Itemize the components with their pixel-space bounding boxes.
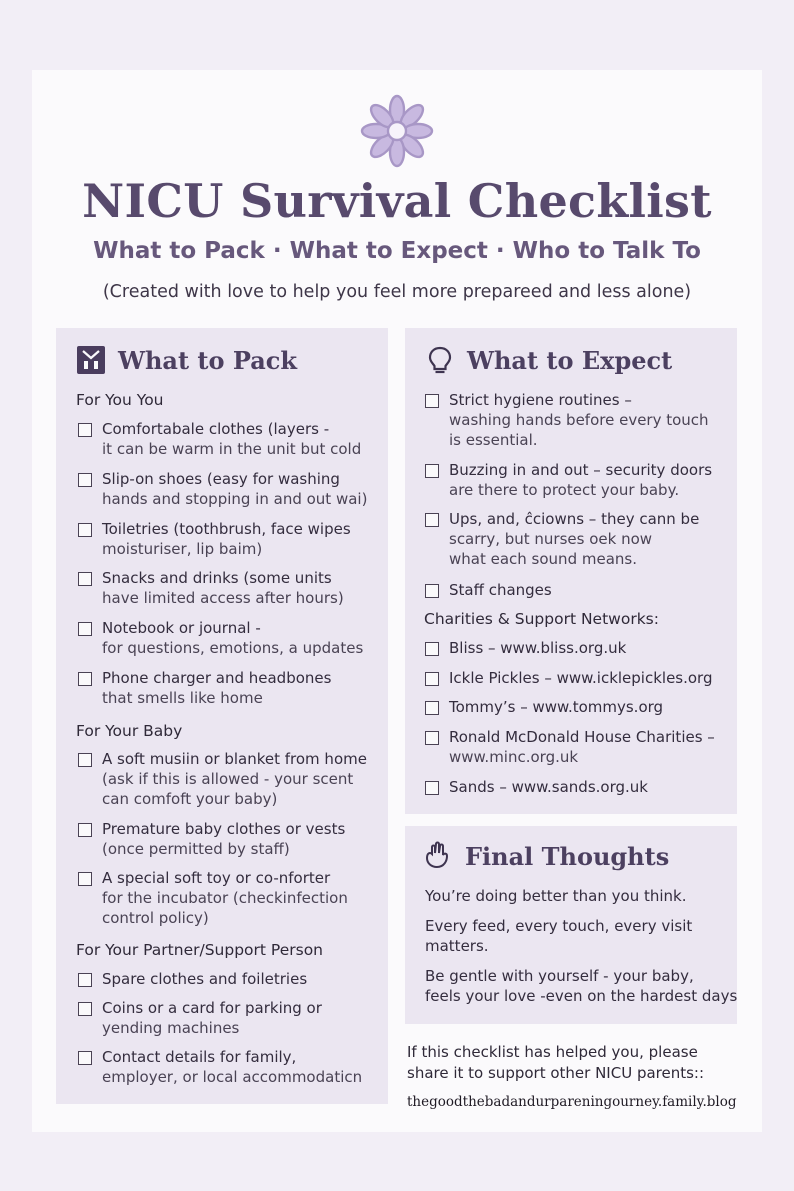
item-text: Buzzing in and out – security doors: [449, 461, 713, 479]
item-text: for the incubator (checkinfection: [102, 889, 348, 907]
flower-icon: [360, 94, 434, 168]
item-text: A soft musiin or blanket from home: [102, 750, 367, 768]
item-text: is essential.: [449, 431, 538, 449]
item-text: Snacks and drinks (some units: [102, 569, 332, 587]
checkbox[interactable]: [425, 672, 439, 686]
item-text: it can be warm in the unit but cold: [102, 440, 362, 458]
item-text: (ask if this is allowed - your scent: [102, 770, 354, 788]
thoughts-text: feels your love -even on the hardest days: [425, 987, 738, 1005]
item-text: Spare clothes and foiletries: [102, 970, 308, 988]
item-text: (once permitted by staff): [102, 840, 290, 858]
item-text: employer, or local accommodaticn: [102, 1068, 363, 1086]
item-text: Premature baby clothes or vests: [102, 820, 346, 838]
charity-item[interactable]: [425, 777, 648, 797]
item-text: yending machines: [102, 1019, 240, 1037]
charity-item[interactable]: [425, 727, 715, 767]
item-text: Coins or a card for parking or: [102, 999, 322, 1017]
item-text: Ronald McDonald House Charities –: [449, 728, 715, 746]
hand-heart-icon: [423, 841, 453, 871]
pack-panel: [56, 328, 388, 1104]
item-text: Notebook or journal -: [102, 619, 261, 637]
checklist-item[interactable]: [78, 969, 307, 989]
pack-heading: [76, 344, 297, 376]
item-text: Staff changes: [449, 581, 552, 599]
charity-item[interactable]: [425, 668, 712, 688]
thoughts-panel: [405, 826, 737, 1024]
page-tagline: (Created with love to help you feel more prepareed and less alone): [102, 282, 692, 302]
item-text: A special soft toy or co-nforter: [102, 869, 331, 887]
checklist-item[interactable]: [78, 749, 367, 809]
footer-blog-link[interactable]: thegoodthebadandurpareningourney.family.blog: [407, 1094, 737, 1110]
item-text: Tommy’s – www.tommys.org: [449, 698, 664, 716]
thoughts-text: You’re doing better than you think.: [425, 887, 687, 905]
item-text: Ickle Pickles – www.icklepickles.org: [449, 669, 713, 687]
item-text: Toiletries (toothbrush, face wipes: [102, 520, 351, 538]
thoughts-heading-text: Final Thoughts: [465, 841, 670, 871]
item-text: Sands – www.sands.org.uk: [449, 778, 648, 796]
checklist-item[interactable]: [78, 469, 367, 509]
item-text: scarry, but nurses oek now: [449, 530, 653, 548]
checkbox[interactable]: [78, 572, 92, 586]
checklist-item[interactable]: [425, 460, 712, 500]
checkbox[interactable]: [425, 731, 439, 745]
checkbox[interactable]: [78, 1051, 92, 1065]
checkbox[interactable]: [78, 622, 92, 636]
checkbox[interactable]: [78, 473, 92, 487]
section-label-for-baby: For Your Baby: [76, 722, 183, 740]
thoughts-text: Every feed, every touch, every visit: [425, 917, 693, 935]
checkbox[interactable]: [78, 823, 92, 837]
expect-panel: [405, 328, 737, 814]
checklist-item[interactable]: [78, 618, 363, 658]
checklist-item[interactable]: [78, 868, 348, 928]
footer-text: share it to support other NICU parents::: [407, 1064, 705, 1082]
checkbox[interactable]: [78, 973, 92, 987]
checklist-item[interactable]: [425, 580, 552, 600]
thoughts-heading: [423, 840, 669, 872]
pack-heading-text: What to Pack: [118, 345, 298, 375]
item-text: moisturiser, lip baim): [102, 540, 263, 558]
checkbox[interactable]: [78, 523, 92, 537]
thoughts-paragraph: [425, 966, 737, 1006]
checklist-item[interactable]: [425, 390, 709, 450]
checklist-item[interactable]: [78, 419, 361, 459]
footer-text: If this checklist has helped you, please: [407, 1043, 698, 1061]
item-text: www.minc.org.uk: [449, 748, 579, 766]
charity-item[interactable]: [425, 697, 663, 717]
section-label-for-you: For You You: [76, 391, 164, 409]
item-text: for questions, emotions, a updates: [102, 639, 364, 657]
checkbox[interactable]: [78, 672, 92, 686]
item-text: Comfortabale clothes (layers -: [102, 420, 330, 438]
item-text: Ups, and, ĉciowns – they cann be: [449, 510, 700, 528]
checkbox[interactable]: [425, 701, 439, 715]
item-text: Strict hygiene routines –: [449, 391, 632, 409]
item-text: what each sound means.: [449, 550, 637, 568]
checklist-item[interactable]: [78, 819, 345, 859]
checkbox[interactable]: [425, 513, 439, 527]
checkbox[interactable]: [78, 753, 92, 767]
item-text: Phone charger and headbones: [102, 669, 332, 687]
item-text: Contact details for family,: [102, 1048, 297, 1066]
item-text: Bliss – www.bliss.org.uk: [449, 639, 627, 657]
checklist-item[interactable]: [78, 568, 344, 608]
item-text: Slip-on shoes (easy for washing: [102, 470, 340, 488]
footer-message: [407, 1042, 704, 1084]
expect-heading-text: What to Expect: [467, 345, 673, 375]
checkbox[interactable]: [78, 1002, 92, 1016]
thoughts-paragraph: [425, 916, 692, 956]
thoughts-text: matters.: [425, 937, 489, 955]
checkbox[interactable]: [425, 584, 439, 598]
checkbox[interactable]: [425, 464, 439, 478]
page-subtitle: What to Pack · What to Expect · Who to Talk To: [93, 238, 701, 264]
checkbox[interactable]: [425, 781, 439, 795]
bag-icon: [76, 345, 106, 375]
thoughts-text: Be gentle with yourself - your baby,: [425, 967, 694, 985]
section-label-for-partner: For Your Partner/Support Person: [76, 941, 324, 959]
item-text: are there to protect your baby.: [449, 481, 680, 499]
item-text: control policy): [102, 909, 209, 927]
thoughts-paragraph: [425, 886, 687, 906]
charity-item[interactable]: [425, 638, 626, 658]
checklist-item[interactable]: [425, 509, 699, 569]
item-text: have limited access after hours): [102, 589, 344, 607]
expect-heading: [425, 344, 672, 376]
item-text: washing hands before every touch: [449, 411, 709, 429]
checklist-item[interactable]: [78, 1047, 362, 1087]
checklist-item[interactable]: [78, 998, 322, 1038]
checkbox[interactable]: [78, 872, 92, 886]
checkbox[interactable]: [425, 642, 439, 656]
checkbox[interactable]: [78, 423, 92, 437]
page-title: NICU Survival Checklist: [82, 174, 712, 228]
item-text: that smells like home: [102, 689, 263, 707]
checklist-item[interactable]: [78, 519, 351, 559]
section-label-charities: Charities & Support Networks:: [424, 610, 659, 628]
item-text: can comfoft your baby): [102, 790, 278, 808]
lightbulb-icon: [425, 345, 455, 375]
item-text: hands and stopping in and out wai): [102, 490, 368, 508]
checkbox[interactable]: [425, 394, 439, 408]
checklist-item[interactable]: [78, 668, 331, 708]
